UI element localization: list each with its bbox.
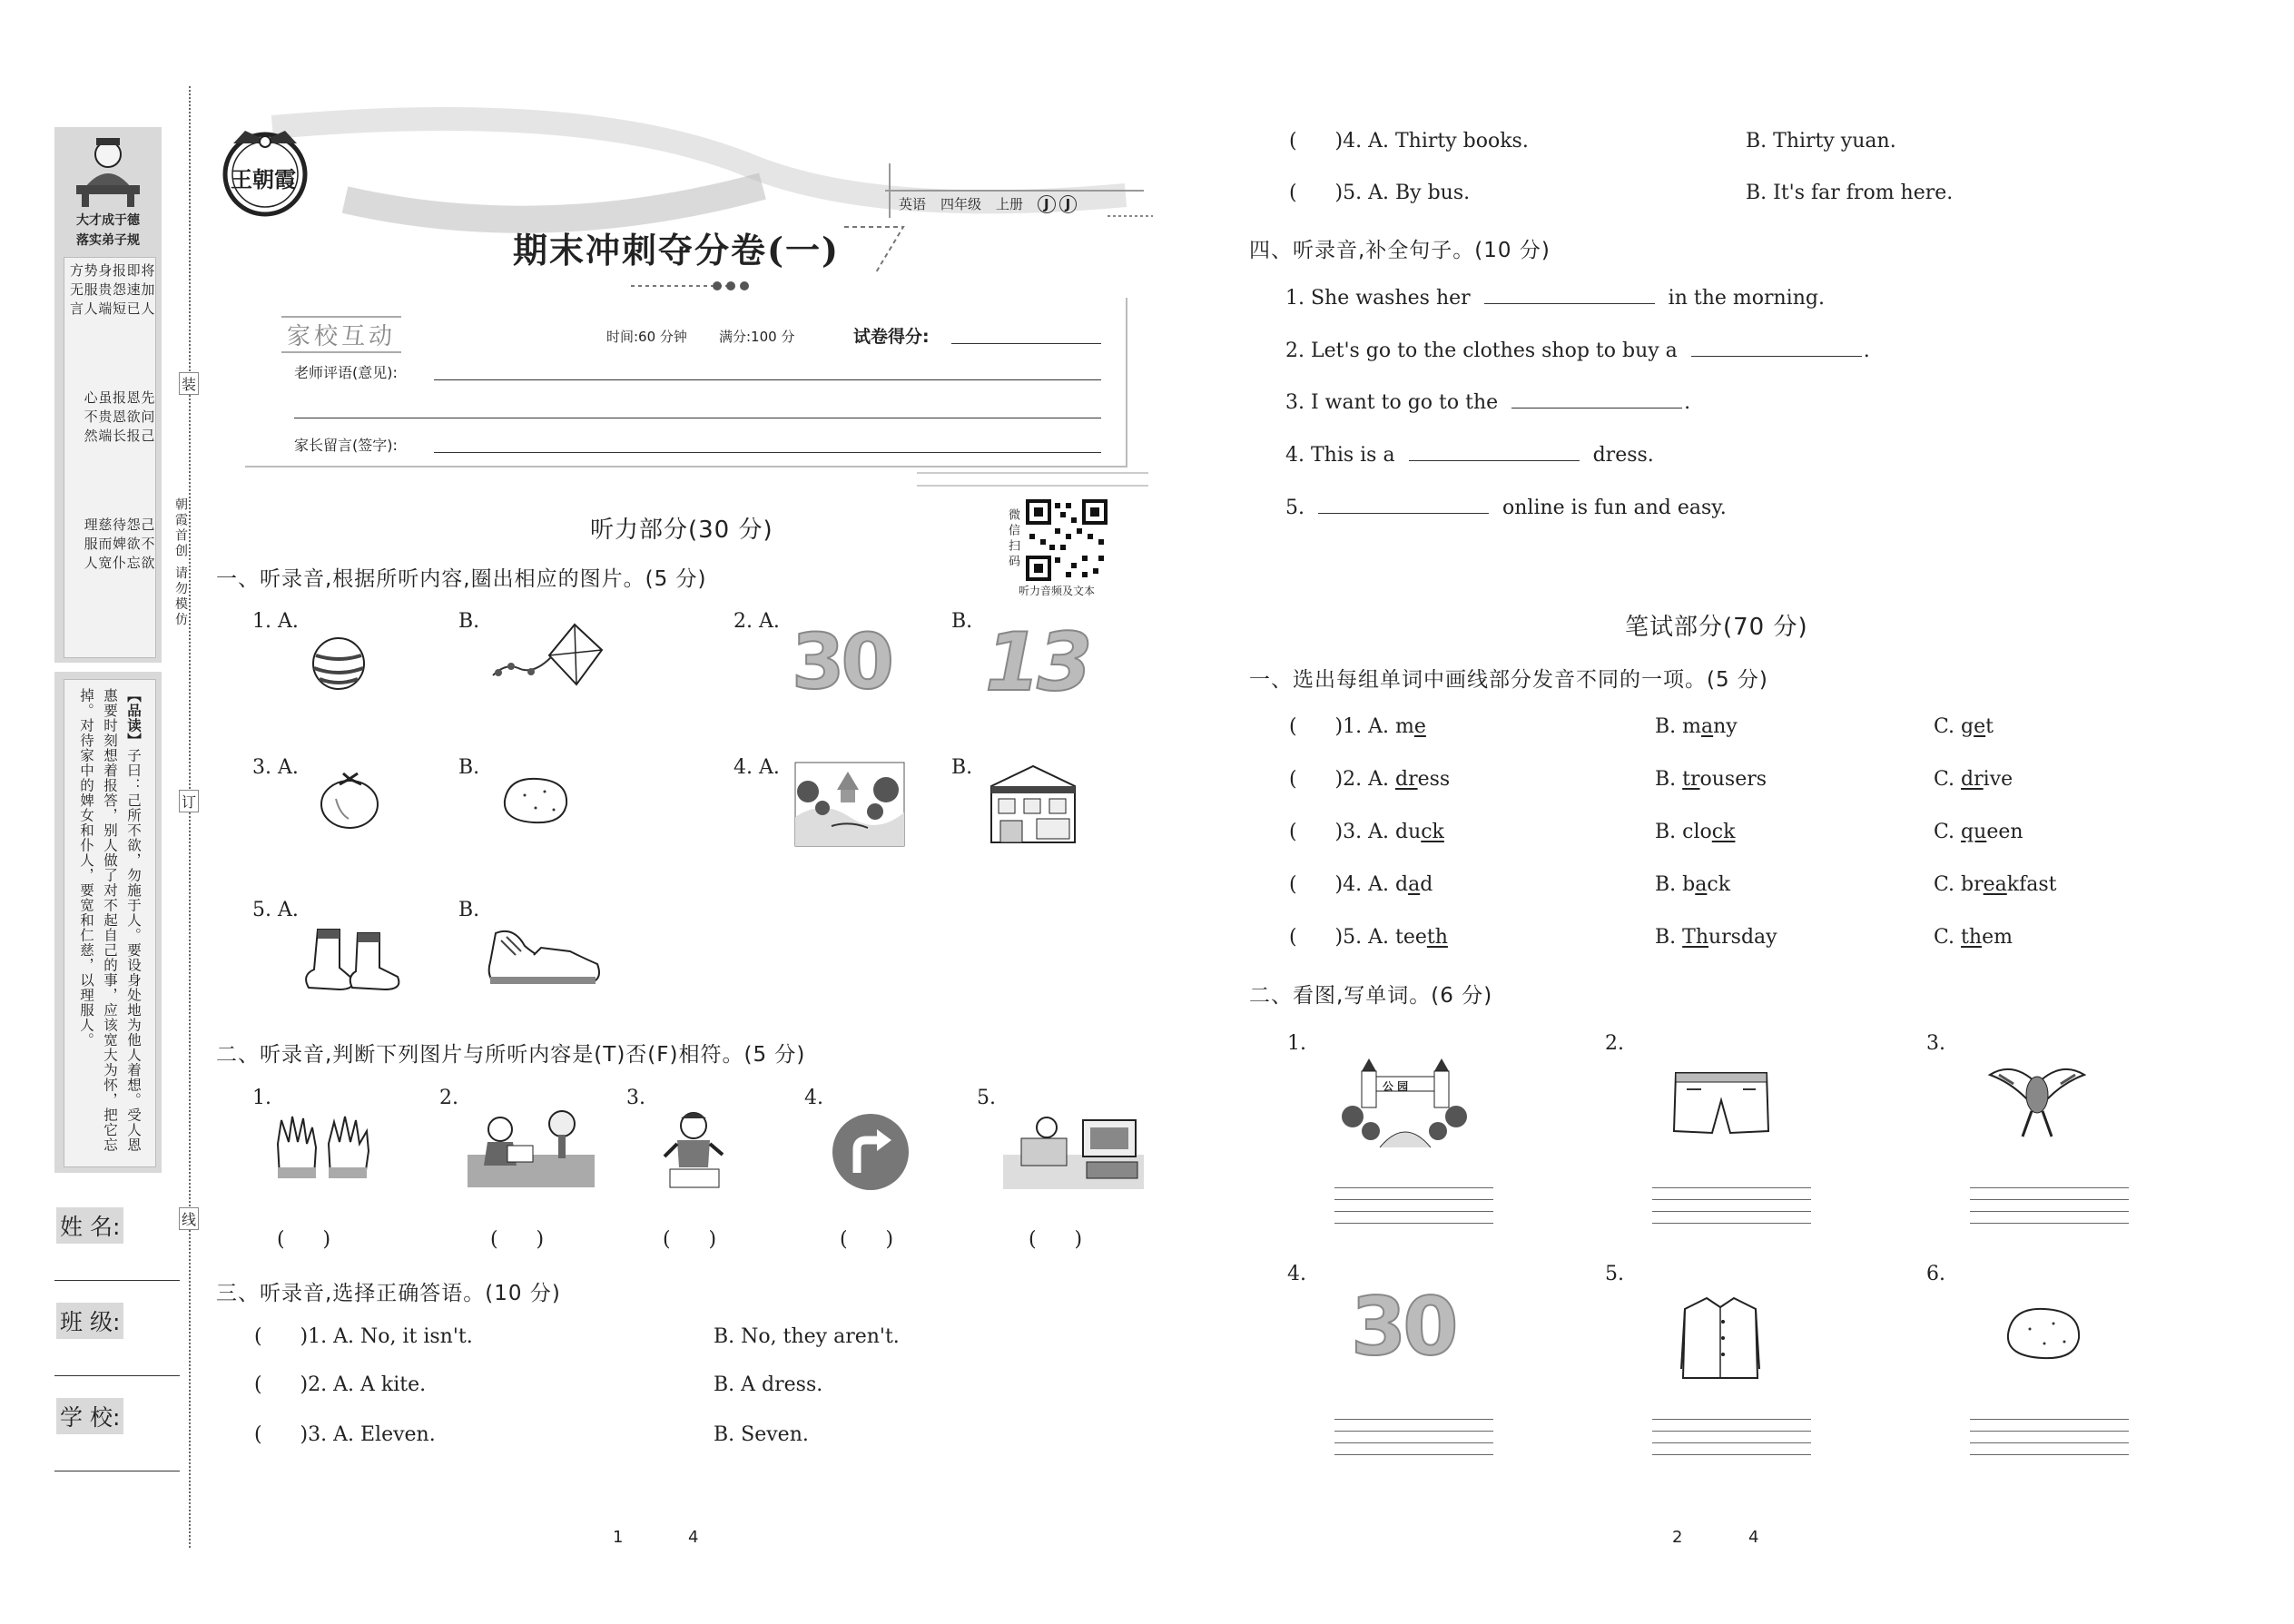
s3-q2-b: B. A dress. [714,1373,823,1396]
s4-item2-blank[interactable] [1691,356,1862,357]
s3-q3-b: B. Seven. [714,1423,809,1446]
word-part: ( )5. A. tee [1289,926,1427,949]
underlined-letters: a [1695,873,1708,896]
name-label: 姓 名: [56,1207,123,1244]
sneakers-icon [487,922,605,991]
handwriting-line[interactable] [1652,1187,1811,1188]
underlined-letters: tr [1682,768,1700,791]
s4-item4-post: dress. [1592,444,1654,467]
s2-num-2: 2. [439,1087,458,1109]
handwriting-line[interactable] [1334,1199,1493,1200]
number-30-picture: 30 [1351,1280,1455,1373]
word-part: kfast [2006,873,2057,896]
s4-item1-blank[interactable] [1484,303,1655,304]
sidebar-verse-line: 报怨短 [111,263,127,320]
sidebar-verse-line: 身贵端 [96,263,113,320]
park-sign-text: 公 园 [1383,1080,1409,1093]
handwriting-line[interactable] [1334,1454,1493,1455]
word-part: B. m [1655,715,1702,738]
s4-item1-pre: 1. She washes her [1285,287,1471,310]
handwriting-line[interactable] [1970,1454,2129,1455]
sidebar-motto-2: 落实弟子规 [76,233,140,248]
class-field[interactable] [54,1375,180,1376]
s3-q5[interactable]: ( )5. A. By bus. [1289,182,1471,204]
phonics-option-c [1934,926,2013,949]
tomato-icon [318,770,381,830]
word-part: em [1982,926,2013,949]
s2w-num-3: 3. [1926,1032,1945,1055]
underlined-letters: e [1974,715,1986,738]
handwriting-line[interactable] [1652,1419,1811,1420]
word-part: ( )1. A. m [1289,715,1414,738]
sidebar-verse-line: 方无言 [68,263,84,320]
listening-s3-title: 三、听录音,选择正确答语。(10 分) [216,1282,561,1305]
boy-image [654,1109,735,1189]
s4-item5-blank[interactable] [1318,513,1489,514]
underlined-letters: e [1413,715,1426,738]
underlined-letters: ck [1421,821,1444,843]
s4-item2 [1285,340,1870,362]
s4-item5-pre: 5. [1285,497,1305,519]
underlined-letters: dr [1961,768,1984,791]
handwriting-line[interactable] [1652,1199,1811,1200]
underlined-letters: dr [1394,768,1418,791]
handwriting-line[interactable] [1970,1211,2129,1212]
word-part: ck [1707,873,1731,896]
s2-answer-4[interactable]: ( ) [840,1228,894,1251]
handwriting-line[interactable] [1652,1211,1811,1212]
s1-item3-a: 3. A. [252,756,299,779]
s1-item5-b: B. [458,899,480,921]
phonics-option-c [1934,821,2023,843]
word-part: een [1986,821,2023,843]
handwriting-line[interactable] [1334,1223,1493,1224]
number-30-image: 30 [792,617,891,706]
s1-item3-b: B. [458,756,480,779]
score-field[interactable] [951,343,1101,344]
phonics-option-c [1934,715,1994,738]
word-part: ( )2. A. [1289,768,1395,791]
s4-item2-pre: 2. Let's go to the clothes shop to buy a [1285,340,1678,362]
word-part: ny [1713,715,1738,738]
potato-picture-icon [2003,1304,2086,1363]
tag-edition-2: J [1059,195,1078,213]
gloves-image [272,1111,381,1186]
underlined-letters: a [1408,873,1421,896]
parent-comment-label: 家长留言(签字): [294,437,398,454]
logo-text: 王朝霞 [231,166,296,192]
girl-reading-image [468,1109,595,1187]
school-label: 学 校: [56,1398,123,1434]
sidebar-verse-line: 慈而宽 [96,517,113,575]
s1-item5-a: 5. A. [252,899,299,921]
park-scene-image [795,763,904,846]
exam-time: 时间:60 分钟 [606,329,687,345]
word-part: ousers [1699,768,1767,791]
handwriting-line[interactable] [1970,1419,2129,1420]
s2w-num-2: 2. [1605,1032,1624,1055]
park-gate-image [1344,1053,1466,1148]
tag-volume: 上册 [996,196,1024,212]
computer-room-image [1003,1107,1144,1189]
handwriting-line[interactable] [1970,1431,2129,1432]
s2-answer-1[interactable]: ( ) [277,1228,331,1251]
phonics-option-a[interactable] [1289,873,1433,896]
word-part: C. [1934,768,1962,791]
sidebar-verse-line: 待婢仆 [111,517,127,575]
s2-num-3: 3. [626,1087,645,1109]
reading-label: 【品读】 [125,688,142,748]
s3-q4[interactable]: ( )4. A. Thirty books. [1289,130,1529,153]
teacher-comment-field[interactable] [434,379,1101,380]
word-part: ( )3. A. du [1289,821,1422,843]
s3-q2[interactable]: ( )2. A. A kite. [254,1373,427,1396]
reading-body: 子曰：己所不欲，勿施于人。要设身处地为他人着想。受人恩惠要时刻想着报答，别人做了对不起自己的事，应该宽大为怀，把它忘掉。对待家中的婢女和仆人，要宽和仁慈，以理服人。 [78,688,142,1153]
sidebar-verse-line: 势服人 [82,263,99,320]
phonics-option-b [1655,768,1767,791]
s2w-num-1: 1. [1287,1032,1306,1055]
underlined-letters: qu [1961,821,1987,843]
phonics-option-b [1655,821,1735,843]
word-part: ive [1983,768,2013,791]
phonics-option-c [1934,768,2013,791]
ball-icon [310,635,367,692]
word-part: C. [1934,926,1962,949]
underlined-letters: th [1961,926,1983,949]
qr-caption: 听力音频及文本 [1019,585,1096,597]
phonics-option-b [1655,873,1730,896]
phonics-option-c [1934,873,2057,896]
number-13-image: 13 [985,615,1089,709]
footer-right-total: 4 [1748,1528,1759,1547]
s4-item1 [1285,287,1825,310]
s4-item1-post: in the morning. [1668,287,1825,310]
s2-num-1: 1. [252,1087,271,1109]
word-part: C. g [1934,715,1974,738]
s2-num-5: 5. [977,1087,996,1109]
writing-s1-title: 一、选出每组单词中画线部分发音不同的一项。(5 分) [1249,668,1768,692]
s4-item4-pre: 4. This is a [1285,444,1395,467]
s4-item5 [1285,497,1727,519]
s4-item5-post: online is fun and easy. [1502,497,1727,519]
tag-edition-1: J [1038,195,1056,213]
sidebar-verse-line: 报恩长 [111,390,127,448]
underlined-letters: Th [1682,926,1708,949]
phonics-option-a[interactable] [1289,926,1448,949]
sidebar-verse-line: 心不然 [82,390,99,448]
sidebar-reading-text [74,688,145,1162]
turn-right-sign-icon [832,1113,910,1191]
shirt-icon [1679,1294,1761,1382]
word-part: ursday [1708,926,1777,949]
s2-num-4: 4. [804,1087,823,1109]
sidebar-motto-1: 大才成于德 [76,213,140,228]
scholar-icon [60,133,156,209]
s4-item2-post: . [1863,340,1870,362]
sidebar-verse-line: 恩欲报 [124,390,142,448]
kite-icon [486,623,604,695]
s1-item1-a: 1. A. [252,610,299,633]
tag-grade: 四年级 [940,196,982,212]
word-part: C. [1934,821,1962,843]
handwriting-line[interactable] [1334,1431,1493,1432]
s1-item4-a: 4. A. [733,756,780,779]
s4-item3 [1285,391,1690,414]
phonics-option-b [1655,926,1777,949]
parent-comment-field[interactable] [434,452,1101,453]
shop-building-image [986,759,1080,848]
cut-line [189,86,191,1548]
handwriting-line[interactable] [1652,1454,1811,1455]
subject-tags [899,194,1077,213]
score-label: 试卷得分: [853,327,930,347]
handwriting-line[interactable] [1970,1442,2129,1443]
s4-item4 [1285,444,1654,467]
writing-s2-title: 二、看图,写单词。(6 分) [1249,984,1493,1008]
handwriting-line[interactable] [1334,1419,1493,1420]
listening-s4-title: 四、听录音,补全句子。(10 分) [1249,239,1551,262]
writing-heading: 笔试部分(70 分) [1625,614,1808,641]
word-part: ess [1417,768,1451,791]
sidebar-verse-line: 虽贵端 [96,390,113,448]
word-part: d [1420,873,1433,896]
tag-subject: 英语 [899,196,927,212]
s4-item3-post: . [1684,391,1691,414]
s2-answer-3[interactable]: ( ) [663,1228,717,1251]
underlined-letters: th [1426,926,1448,949]
s2w-num-6: 6. [1926,1263,1945,1285]
socks-icon [300,924,409,993]
phonics-option-b [1655,715,1738,738]
listening-heading: 听力部分(30 分) [590,517,773,544]
s3-q4-b: B. Thirty yuan. [1746,130,1896,153]
header-ribbon [200,109,1162,318]
s3-q3[interactable]: ( )3. A. Eleven. [254,1423,436,1446]
qr-caption-vertical: 微信扫码 [1006,508,1019,570]
sidebar-verse-line: 理服人 [82,517,99,575]
s2-answer-2[interactable]: ( ) [490,1228,545,1251]
s4-item3-pre: 3. I want to go to the [1285,391,1499,414]
word-part: B. [1655,768,1683,791]
s3-q5-b: B. It's far from here. [1746,182,1954,204]
s1-item1-b: B. [458,610,480,633]
listening-s2-title: 二、听录音,判断下列图片与所听内容是(T)否(F)相符。(5 分) [216,1043,806,1067]
phonics-option-a[interactable] [1289,715,1426,738]
s2-answer-5[interactable]: ( ) [1029,1228,1083,1251]
handwriting-line[interactable] [1334,1442,1493,1443]
s1-item2-b: B. [951,610,973,633]
s2w-num-4: 4. [1287,1263,1306,1285]
s1-item4-b: B. [951,756,973,779]
sidebar-verse [67,263,156,654]
cut-mark-2: 订 [179,790,199,812]
phonics-option-a[interactable] [1289,821,1444,843]
word-part: t [1985,715,1994,738]
qr-code-icon[interactable] [1026,499,1108,581]
phonics-option-a[interactable] [1289,768,1450,791]
exam-full-score: 满分:100 分 [719,329,795,345]
teacher-comment-label: 老师评语(意见): [294,364,398,381]
handwriting-line[interactable] [1970,1187,2129,1188]
underlined-letters: ck [1711,821,1736,843]
s2w-num-5: 5. [1605,1263,1624,1285]
cut-mark-3: 线 [179,1207,199,1230]
word-part: C. br [1934,873,1984,896]
underlined-letters: a [1701,715,1714,738]
class-label: 班 级: [56,1303,123,1339]
handwriting-line[interactable] [1334,1211,1493,1212]
handwriting-line[interactable] [1970,1223,2129,1224]
stripe-deco [917,472,1148,487]
cut-mark-1: 装 [179,372,199,395]
sidebar-verse-line: 先问己 [139,390,156,448]
name-field[interactable] [54,1280,180,1281]
word-part: B. [1655,926,1683,949]
s4-item4-blank[interactable] [1409,460,1580,461]
interaction-label: 家校互动 [281,316,401,353]
listening-s1-title: 一、听录音,根据所听内容,圈出相应的图片。(5 分) [216,567,707,591]
s1-item2-a: 2. A. [733,610,780,633]
sidebar-verse-line: 即速已 [124,263,142,320]
sidebar-verse-line: 将加人 [139,263,156,320]
word-part: ( )4. A. d [1289,873,1409,896]
shorts-icon [1670,1068,1772,1138]
sidebar-verse-line: 己不欲 [139,517,156,575]
sidebar-verse-line: 怨欲忘 [124,517,142,575]
handwriting-line[interactable] [1652,1431,1811,1432]
s3-q1-b: B. No, they aren't. [714,1325,900,1348]
underlined-letters: ea [1983,873,2007,896]
swallow-kite-icon [1986,1057,2088,1140]
handwriting-line[interactable] [1652,1442,1811,1443]
s3-q1[interactable]: ( )1. A. No, it isn't. [254,1325,473,1348]
footer-right-page: 2 [1672,1528,1683,1547]
handwriting-line[interactable] [1334,1187,1493,1188]
word-part: B. clo [1655,821,1712,843]
word-part: B. b [1655,873,1696,896]
copyright-note: 朝霞首创 请勿模仿 [173,497,188,628]
handwriting-line[interactable] [1652,1223,1811,1224]
page-title: 期末冲刺夺分卷(一) [513,230,840,271]
footer-left-page: 1 [613,1528,624,1547]
potato-icon [499,773,572,826]
handwriting-line[interactable] [1970,1199,2129,1200]
footer-left-total: 4 [688,1528,699,1547]
